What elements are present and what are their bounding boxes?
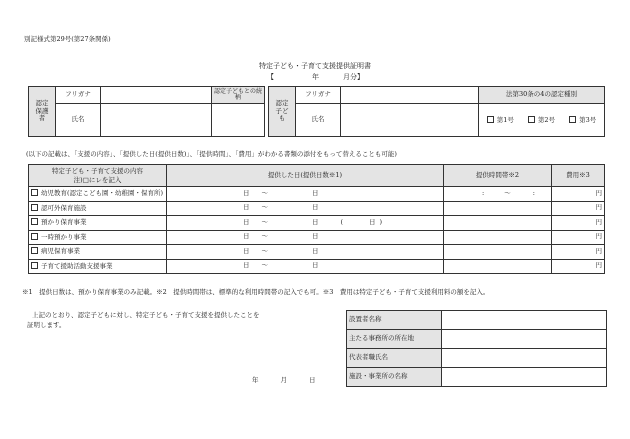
provider-table (346, 310, 607, 387)
certification-line-1: 上記のとおり、認定子どもに対し、特定子ども・子育て支援を提供したことを (32, 311, 260, 319)
date-line (252, 377, 316, 385)
table-row (29, 216, 605, 231)
option-type-1[interactable]: 第1号 (487, 116, 514, 124)
guardian-relation-label: 認定子どもとの続柄 (212, 87, 265, 104)
guardian-table (28, 86, 265, 137)
main-office-address-label: 主たる事務所の所在地 (347, 330, 442, 349)
provided-hours-header: 提供時間帯※2 (444, 165, 552, 187)
table-row (29, 230, 605, 245)
guardian-relation-field[interactable] (212, 104, 265, 137)
child-table (268, 86, 605, 137)
date-day-label: 日 (309, 376, 316, 384)
guardian-name-field[interactable] (101, 104, 212, 137)
cost-field[interactable]: 円 (552, 187, 605, 202)
cost-field[interactable]: 円 (552, 201, 605, 216)
facility-name-field[interactable] (442, 368, 607, 387)
checkbox-icon (31, 189, 38, 196)
cost-field[interactable]: 円 (552, 259, 605, 274)
cost-field[interactable]: 円 (552, 245, 605, 260)
support-option-row-2[interactable]: 預かり保育事業 (29, 216, 167, 231)
period-line (267, 73, 364, 81)
table-row (29, 245, 605, 260)
days-field[interactable]: 日 ～ 日 (167, 187, 444, 202)
child-furigana-label: フリガナ (296, 87, 341, 104)
certification-type-header: 法第30条の4の認定種別 (479, 87, 605, 104)
option-type-2[interactable]: 第2号 (528, 116, 555, 124)
guardian-name-label: 氏名 (56, 104, 101, 137)
option-type-3[interactable]: 第3号 (569, 116, 596, 124)
checkbox-icon (31, 233, 38, 240)
child-furigana-field[interactable] (341, 87, 479, 104)
child-name-label: 氏名 (296, 104, 341, 137)
bracket-close: 】 (357, 73, 364, 81)
year-label: 年 (312, 73, 319, 81)
support-option-row-3[interactable]: 一時預かり事業 (29, 230, 167, 245)
hours-field[interactable]: : ～ : (444, 187, 552, 202)
date-year-label: 年 (252, 376, 259, 384)
hours-field[interactable] (444, 259, 552, 274)
days-field[interactable]: 日 ～ 日 ( 日 ) (167, 216, 444, 231)
founder-name-label: 設置者名称 (347, 311, 442, 330)
days-field[interactable]: 日 ～ 日 (167, 201, 444, 216)
child-name-field[interactable] (341, 104, 479, 137)
checkbox-icon (528, 116, 535, 123)
facility-name-label: 施設・事業所の名称 (347, 368, 442, 387)
cost-field[interactable]: 円 (552, 230, 605, 245)
footnote: ※1 提供日数は、預かり保育事業のみ記載。※2 提供時間帯は、標準的な利用時間帯の記入でも可。※3 費用は特定子ども・子育て支援利用料の額を記入。 (22, 288, 490, 296)
attachment-note: (以下の記載は、「支援の内容」、「提供した日(提供日数)」、「提供時間」、「費用」がわかる書類の添付をもって替えることも可能) (26, 150, 397, 158)
document-title: 特定子ども・子育て支援提供証明書 (259, 62, 371, 70)
main-office-address-field[interactable] (442, 330, 607, 349)
support-option-row-1[interactable]: 認可外保育施設 (29, 201, 167, 216)
checkbox-icon (487, 116, 494, 123)
support-option-row-5[interactable]: 子育て援助活動支援事業 (29, 259, 167, 274)
checkbox-icon (569, 116, 576, 123)
checkbox-icon (31, 262, 38, 269)
hours-field[interactable] (444, 216, 552, 231)
representative-label: 代表者職氏名 (347, 349, 442, 368)
table-row (29, 187, 605, 202)
table-row (29, 259, 605, 274)
guardian-furigana-label: フリガナ (56, 87, 101, 104)
support-content-header: 特定子ども・子育て支援の内容 注)□にレを記入 (29, 165, 167, 187)
representative-field[interactable] (442, 349, 607, 368)
guardian-furigana-field[interactable] (101, 87, 212, 104)
days-field[interactable]: 日 ～ 日 (167, 245, 444, 260)
date-month-label: 月 (280, 376, 287, 384)
hours-field[interactable] (444, 230, 552, 245)
child-header: 認定子ども (269, 87, 296, 137)
hours-field[interactable] (444, 245, 552, 260)
checkbox-icon (31, 218, 38, 225)
checkbox-icon (31, 247, 38, 254)
month-label: 月分 (343, 73, 357, 81)
certification-options (479, 104, 605, 137)
support-option-row-0[interactable]: 幼児教育(認定こども園・幼稚園・保育所) (29, 187, 167, 202)
form-number: 別記様式第29号(第27条関係) (24, 35, 111, 43)
provided-days-header: 提供した日(提供日数※1) (167, 165, 444, 187)
founder-name-field[interactable] (442, 311, 607, 330)
support-table (28, 164, 605, 274)
bracket-open: 【 (267, 73, 274, 81)
support-option-row-4[interactable]: 病児保育事業 (29, 245, 167, 260)
guardian-header: 認定保護者 (29, 87, 56, 137)
certification-line-2: 証明します。 (27, 321, 66, 329)
table-row (29, 201, 605, 216)
checkbox-icon (31, 204, 38, 211)
cost-field[interactable]: 円 (552, 216, 605, 231)
cost-header: 費用※3 (552, 165, 605, 187)
hours-field[interactable] (444, 201, 552, 216)
days-field[interactable]: 日 ～ 日 (167, 230, 444, 245)
days-field[interactable]: 日 ～ 日 (167, 259, 444, 274)
